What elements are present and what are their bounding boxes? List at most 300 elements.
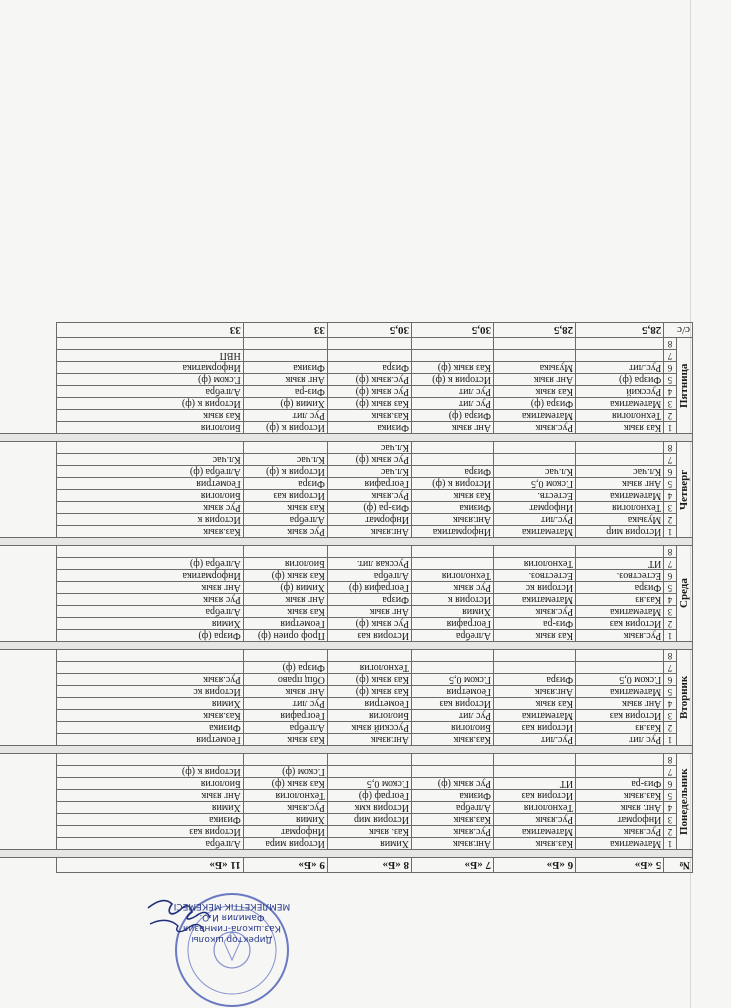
lesson-row [0,502,693,514]
lesson-row [0,662,693,674]
lesson-cell: Физра [327,594,411,606]
lesson-cell: Естествоз. [494,570,576,582]
lesson-cell: Каз язык [411,490,493,502]
lesson-cell: Геометрия [57,734,244,746]
lesson-number: 5 [664,582,676,594]
lesson-cell [494,350,576,362]
header-class: 6 «Б» [494,858,576,873]
lesson-number: 3 [664,814,676,826]
lesson-number: 4 [664,490,676,502]
lesson-cell: Физ-ра [494,618,576,630]
lesson-cell: Кл.час [57,454,244,466]
lesson-number: 7 [664,766,676,778]
lesson-cell [57,754,244,766]
lesson-cell: История каз [327,630,411,642]
lesson-cell: Физ-ра (ф) [327,502,411,514]
lesson-number: 8 [664,754,676,766]
lesson-cell: Анг. язык [576,802,664,814]
lesson-number: 3 [664,502,676,514]
lesson-cell: Рус язык [411,582,493,594]
lesson-cell [243,754,327,766]
lesson-cell: Рус.язык [411,826,493,838]
lesson-cell [576,662,664,674]
lesson-row [0,582,693,594]
lesson-cell: Кл.час [327,466,411,478]
lesson-cell: Рус.язык [576,630,664,642]
stamp-line: Каз.школа-гимназия [182,923,282,933]
lesson-cell: История к (ф) [57,766,244,778]
lesson-cell: Анг.язык [327,526,411,538]
day-separator-row [0,746,693,754]
lesson-row [0,466,693,478]
lesson-cell: Анг язык [327,606,411,618]
lesson-cell: Алгебра [243,722,327,734]
lesson-cell: Г.ском 0,5 [576,674,664,686]
lesson-cell: Рус лит [411,398,493,410]
lesson-cell: Каз язык (ф) [327,686,411,698]
day-separator-row [0,538,693,546]
lesson-cell [57,546,244,558]
lesson-row [0,674,693,686]
lesson-cell: Технология [411,570,493,582]
lesson-cell: Русский язык [327,722,411,734]
lesson-cell: Рус язык (ф) [411,778,493,790]
lesson-cell: Физра (ф) [576,374,664,386]
lesson-cell: Рус лит [576,734,664,746]
lesson-cell: История к [57,514,244,526]
lesson-cell: Математика [494,594,576,606]
lesson-cell: Каз.язык [57,710,244,722]
lesson-cell [411,350,493,362]
lesson-cell: История к (ф) [411,374,493,386]
hours-footer-row [0,323,693,338]
lesson-number: 5 [664,478,676,490]
lesson-row [0,398,693,410]
lesson-cell: Кл.час [243,454,327,466]
lesson-cell: История к (ф) [243,422,327,434]
header-class: 11 «Б» [57,858,244,873]
lesson-cell: Биология [327,710,411,722]
separator-cell [0,642,693,650]
lesson-number: 2 [664,618,676,630]
stamp-text [172,900,292,944]
lesson-row [0,442,693,454]
lesson-cell: Физика [327,422,411,434]
day-label: Пятница [676,338,692,434]
lesson-cell: Анг.язык [411,838,493,850]
lesson-cell: История к (ф) [57,398,244,410]
separator-cell [0,746,693,754]
lesson-cell: Технология [243,790,327,802]
lesson-cell: Рус лит [411,710,493,722]
lesson-cell [411,338,493,350]
lesson-cell: Г.ском 0,5 [327,778,411,790]
lesson-cell [411,546,493,558]
lesson-number: 8 [664,650,676,662]
lesson-cell: Геометрия [327,698,411,710]
lesson-number: 6 [664,778,676,790]
lesson-cell: Рус лит [243,698,327,710]
lesson-cell: Алгебра [57,386,244,398]
lesson-cell: Алгебра (ф) [57,466,244,478]
lesson-cell: Каз.язык [57,526,244,538]
lesson-cell: Рус лит [243,410,327,422]
lesson-cell: Рус язык (ф) [327,454,411,466]
separator-cell [0,434,693,442]
lesson-cell: История мир [327,814,411,826]
lesson-cell: Общ право [243,674,327,686]
lesson-cell: Каз язык (ф) [411,362,493,374]
lesson-cell [494,662,576,674]
lesson-cell: Г.ском (ф) [243,766,327,778]
lesson-cell: Информат [327,514,411,526]
header-class: 9 «Б» [243,858,327,873]
lesson-number: 1 [664,838,676,850]
stamp-ring-text: МЕМЛЕКЕТТІК МЕКЕМЕСІ [173,901,291,911]
lesson-cell: Г.ском 0,5 [494,478,576,490]
lesson-cell [494,754,576,766]
lesson-cell: Рус.язык [576,826,664,838]
lesson-cell [576,766,664,778]
lesson-number: 6 [664,362,676,374]
lesson-row [0,686,693,698]
lesson-cell [576,546,664,558]
lesson-row [0,490,693,502]
lesson-row [0,514,693,526]
lesson-cell: Биология [57,490,244,502]
lesson-cell: История мира [243,838,327,850]
lesson-cell: Технология [494,558,576,570]
lesson-cell: Рус.язык [243,802,327,814]
lesson-cell: Анг язык [57,790,244,802]
lesson-cell: Химия (ф) [243,582,327,594]
lesson-cell: Физра [243,478,327,490]
lesson-row [0,422,693,434]
lesson-cell: Анг.язык [494,686,576,698]
lesson-cell: Химия [411,606,493,618]
lesson-cell: История каз [576,710,664,722]
lesson-cell: Г.ском 0,5 [411,674,493,686]
lesson-cell: Биология [243,558,327,570]
lesson-cell: История кс [494,582,576,594]
lesson-row [0,350,693,362]
lesson-cell: История кс [57,686,244,698]
lesson-row [0,410,693,422]
lesson-cell: Физика [57,722,244,734]
hours-total: 33 [243,323,327,338]
lesson-number: 2 [664,410,676,422]
lesson-cell: Информатика [411,526,493,538]
lesson-cell: Технология [494,802,576,814]
lesson-cell [494,338,576,350]
lesson-cell: Рус.лит [576,362,664,374]
hours-label: c/c [664,323,693,338]
lesson-cell: Анг язык [576,698,664,710]
lesson-row [0,618,693,630]
lesson-cell: Кл.час [494,466,576,478]
header-class: 8 «Б» [327,858,411,873]
lesson-cell [57,650,244,662]
lesson-cell [243,350,327,362]
lesson-cell: Естествоз. [576,570,664,582]
lesson-cell: Математика [494,826,576,838]
hours-total: 30,5 [411,323,493,338]
lesson-cell: Музыка [576,514,664,526]
lesson-cell: Алгебра [411,630,493,642]
lesson-cell: Физра [411,466,493,478]
lesson-cell: Алгебра [57,606,244,618]
lesson-cell: Каз язык [494,630,576,642]
lesson-cell [494,546,576,558]
lesson-cell: История каз [494,722,576,734]
lesson-cell: Проф ориен (ф) [243,630,327,642]
hours-total: 30,5 [327,323,411,338]
lesson-cell: Химия [243,814,327,826]
stamp-line: Директор школы [191,934,273,944]
lesson-number: 4 [664,698,676,710]
lesson-cell: Кл.час [327,442,411,454]
lesson-cell: Математика [576,838,664,850]
lesson-cell: Рус.язык [494,422,576,434]
lesson-cell: Рус.язык [494,814,576,826]
lesson-cell: Русский [576,386,664,398]
lesson-cell [243,650,327,662]
lesson-row [0,594,693,606]
lesson-cell: Математика [494,526,576,538]
lesson-cell: Рус язык [57,594,244,606]
lesson-cell [576,350,664,362]
lesson-number: 5 [664,374,676,386]
lesson-row [0,710,693,722]
lesson-cell: Информат [576,814,664,826]
lesson-cell: Химия [327,838,411,850]
lesson-cell: Математика [576,490,664,502]
lesson-cell [327,754,411,766]
lesson-cell: Г.ском (ф) [57,374,244,386]
lesson-row [0,338,693,350]
lesson-cell [411,454,493,466]
lesson-number: 7 [664,454,676,466]
lesson-number: 6 [664,570,676,582]
lesson-cell [411,650,493,662]
lesson-cell: География [243,710,327,722]
lesson-cell: Алгебра [327,570,411,582]
lesson-cell: Биология [57,778,244,790]
lesson-cell: Рус.лит [494,734,576,746]
lesson-cell: Информат [494,502,576,514]
lesson-row [0,734,693,746]
lesson-cell: Каз.язык [411,814,493,826]
lesson-cell: Каз язык [57,410,244,422]
lesson-cell: Математика [576,398,664,410]
lesson-cell [576,754,664,766]
lesson-cell: Рус язык [243,526,327,538]
lesson-cell [411,558,493,570]
lesson-number: 6 [664,466,676,478]
lesson-cell: История к [411,594,493,606]
lesson-cell [494,766,576,778]
timetable-table [0,322,693,873]
lesson-cell: История каз [411,698,493,710]
lesson-cell: Рус язык (ф) [327,386,411,398]
lesson-number: 3 [664,398,676,410]
lesson-cell: Географ (ф) [327,790,411,802]
lesson-cell: Каз язык (ф) [327,398,411,410]
lesson-cell: Информатика [57,362,244,374]
lesson-cell [57,442,244,454]
lesson-cell: Каз.язык [327,410,411,422]
lesson-number: 4 [664,386,676,398]
lesson-cell: Химия (ф) [243,398,327,410]
lesson-cell: Физра [494,674,576,686]
lesson-cell: Биология [57,422,244,434]
lesson-row [0,698,693,710]
lesson-number: 3 [664,606,676,618]
lesson-row [0,814,693,826]
lesson-cell: Химия [57,802,244,814]
lesson-cell: Каз язык [243,606,327,618]
lesson-cell [411,766,493,778]
lesson-cell: Каз язык (ф) [243,570,327,582]
lesson-cell: Алгебра (ф) [57,558,244,570]
lesson-cell [327,338,411,350]
lesson-cell: История каз [57,826,244,838]
lesson-cell: Анг язык [494,374,576,386]
lesson-cell [57,338,244,350]
lesson-cell: ИТ [576,558,664,570]
lesson-number: 7 [664,558,676,570]
rotated-timetable [0,292,693,873]
lesson-cell: Рус язык (ф) [327,618,411,630]
day-label: Четверг [676,442,692,538]
lesson-row [0,362,693,374]
lesson-cell: Алгебра [243,514,327,526]
lesson-cell: Рус язык [57,502,244,514]
lesson-number: 8 [664,338,676,350]
lesson-cell: Кл.час [576,466,664,478]
lesson-cell: Рус.язык [327,490,411,502]
lesson-cell: Каз язык (ф) [327,674,411,686]
lesson-cell: НВП [57,350,244,362]
lesson-cell: Рус.язык [494,606,576,618]
lesson-cell: Анг язык [411,422,493,434]
lesson-number: 1 [664,734,676,746]
lesson-number: 1 [664,422,676,434]
lesson-number: 2 [664,722,676,734]
lesson-cell [411,754,493,766]
day-label: Среда [676,546,692,642]
lesson-row [0,766,693,778]
lesson-cell: История каз [243,490,327,502]
lesson-cell [576,650,664,662]
header-num: № [664,858,693,873]
lesson-cell: Технология [327,662,411,674]
lesson-cell: Анг.язык [327,734,411,746]
lesson-row [0,630,693,642]
lesson-cell [576,442,664,454]
lesson-number: 7 [664,662,676,674]
lesson-cell: Химия [57,618,244,630]
day-label: Понедельник [676,754,692,850]
lesson-row [0,778,693,790]
lesson-cell: История к (ф) [243,466,327,478]
lesson-cell: Алгебра [57,838,244,850]
header-row [0,858,693,873]
lesson-row [0,558,693,570]
lesson-cell: Физра (ф) [243,662,327,674]
lesson-cell: Анг язык [57,582,244,594]
lesson-number: 8 [664,442,676,454]
lesson-cell: Физика [411,790,493,802]
separator-cell [0,538,693,546]
lesson-row [0,790,693,802]
lesson-number: 4 [664,802,676,814]
header-class: 7 «Б» [411,858,493,873]
lesson-cell [411,442,493,454]
lesson-cell: История каз [576,618,664,630]
lesson-cell: Анг язык [243,686,327,698]
lesson-number: 6 [664,674,676,686]
lesson-cell: История к (ф) [411,478,493,490]
lesson-cell: Физ-ра [576,778,664,790]
lesson-cell: Анг язык [243,594,327,606]
lesson-number: 5 [664,686,676,698]
lesson-number: 8 [664,546,676,558]
lesson-number: 3 [664,710,676,722]
lesson-cell: Анг язык [576,478,664,490]
lesson-cell: Каз язык [494,386,576,398]
lesson-cell: Физра (ф) [494,398,576,410]
lesson-cell: Каз.язык [411,734,493,746]
lesson-cell [243,338,327,350]
lesson-cell: География (ф) [327,582,411,594]
lesson-cell [327,350,411,362]
lesson-row [0,570,693,582]
lesson-cell: Биология [411,722,493,734]
lesson-row [0,802,693,814]
lesson-number: 1 [664,630,676,642]
lesson-cell: Каз язык (ф) [243,778,327,790]
lesson-row [0,454,693,466]
lesson-cell: Алгебра [411,802,493,814]
lesson-cell: Каз.яз [576,722,664,734]
lesson-cell [327,546,411,558]
separator-cell [0,850,693,858]
lesson-cell: Естеств. [494,490,576,502]
lesson-cell: Физ-ра [243,386,327,398]
lesson-cell: Математика [576,606,664,618]
header-class: 5 «Б» [576,858,664,873]
day-separator-row [0,434,693,442]
hours-total: 33 [57,323,244,338]
lesson-cell: Математика [494,710,576,722]
lesson-row [0,606,693,618]
lesson-cell: История мир [576,526,664,538]
lesson-number: 2 [664,514,676,526]
lesson-cell: Физика [243,362,327,374]
lesson-cell [494,454,576,466]
lesson-cell: Рус лит [411,386,493,398]
lesson-cell: Каз язык [243,502,327,514]
lesson-cell: Математика [494,410,576,422]
lesson-row [0,374,693,386]
lesson-cell [243,546,327,558]
lesson-cell: Геометрия [243,618,327,630]
lesson-row [0,546,693,558]
lesson-cell: Каз.язык [494,838,576,850]
lesson-row [0,526,693,538]
lesson-cell: Физра [576,582,664,594]
